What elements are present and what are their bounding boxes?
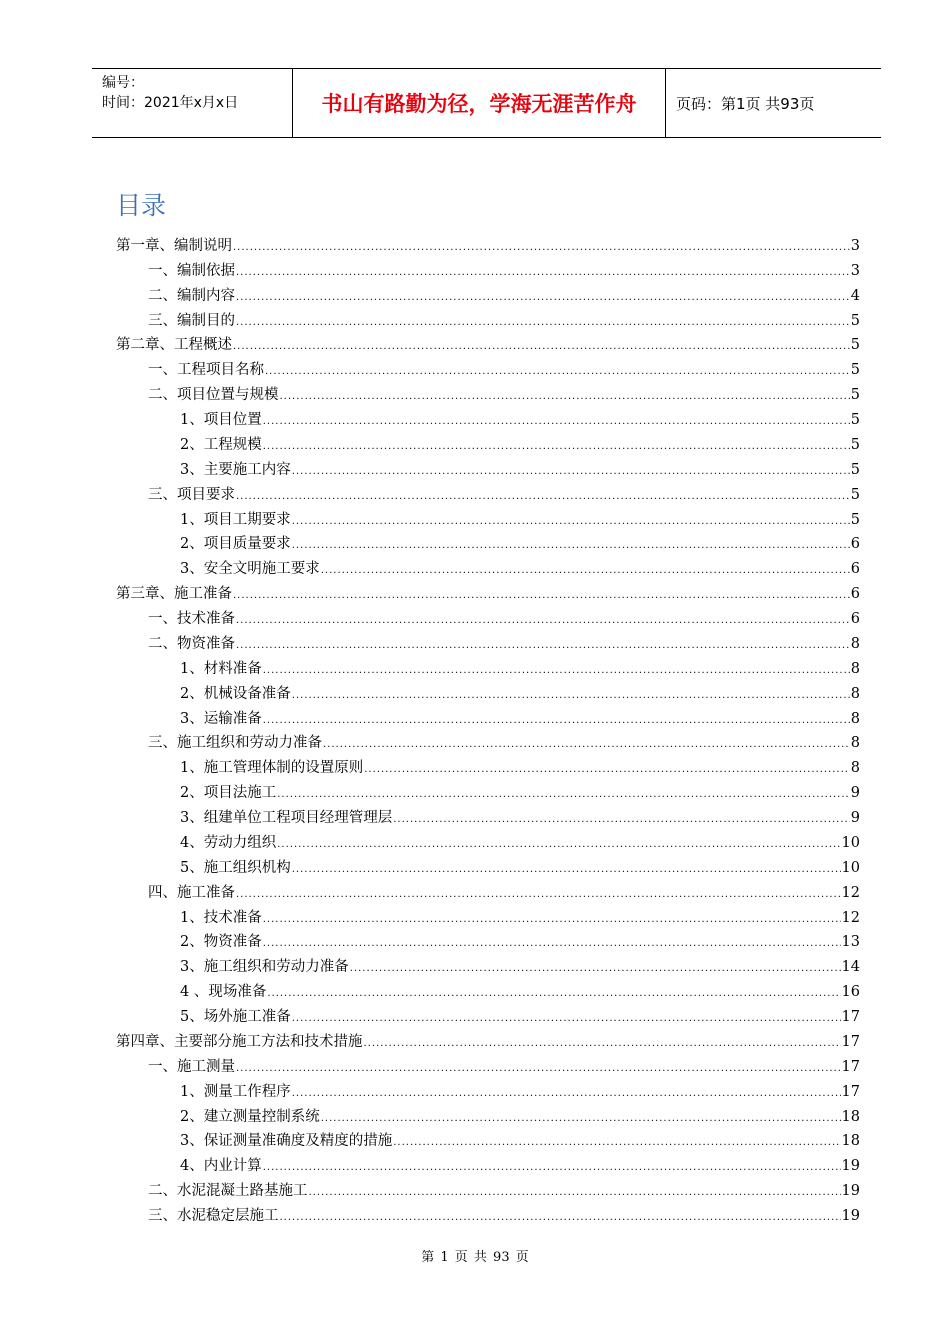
toc-entry-label: 1、项目工期要求: [180, 511, 291, 528]
toc-dot-leader: [292, 1012, 841, 1026]
toc-entry-page: 9: [850, 810, 860, 826]
toc-entry-label: 1、项目位置: [180, 412, 262, 428]
toc-entry-label: 第三章、施工准备: [116, 586, 232, 603]
toc-dot-leader: [263, 440, 850, 454]
toc-entry[interactable]: [116, 976, 860, 1001]
toc-dot-leader: [236, 639, 850, 653]
toc-entry[interactable]: [116, 951, 860, 976]
toc-entry[interactable]: [116, 703, 860, 728]
toc-entry[interactable]: [116, 777, 860, 802]
toc-entry-label: 3、安全文明施工要求: [180, 561, 320, 578]
toc-dot-leader: [280, 1211, 841, 1225]
toc-dot-leader: [323, 738, 850, 752]
toc-entry[interactable]: [116, 1175, 860, 1200]
toc-entry[interactable]: [116, 802, 860, 827]
header-page-label: 页码：第1页 共93页: [676, 94, 815, 113]
toc-entry-label: 2、项目法施工: [180, 785, 277, 802]
toc-entry-page: 8: [850, 685, 860, 702]
toc-entry[interactable]: [116, 255, 860, 280]
toc-entry-label: 2、物资准备: [180, 934, 262, 951]
toc-entry-page: 5: [850, 436, 860, 453]
toc-entry[interactable]: [116, 553, 860, 578]
toc-entry-page: 3: [850, 262, 860, 279]
toc-entry-page: 3: [850, 237, 860, 254]
toc-entry-page: 6: [850, 536, 860, 553]
toc-dot-leader: [277, 788, 850, 802]
toc-dot-leader: [263, 937, 841, 951]
toc-dot-leader: [233, 589, 850, 603]
toc-entry-label: 3、运输准备: [180, 710, 262, 727]
toc-entry[interactable]: [116, 354, 860, 379]
toc-dot-leader: [263, 664, 850, 678]
toc-entry-page: 6: [850, 561, 860, 578]
toc-entry-page: 6: [850, 611, 860, 627]
toc-entry-label: 3、保证测量准确度及精度的措施: [180, 1133, 393, 1150]
toc-entry-label: 二、物资准备: [148, 635, 235, 652]
toc-entry-label: 一、施工测量: [148, 1058, 235, 1075]
toc-entry[interactable]: [116, 1001, 860, 1026]
toc-entry[interactable]: [116, 752, 860, 777]
toc-entry[interactable]: [116, 927, 860, 952]
toc-dot-leader: [292, 689, 850, 703]
toc-entry-page: 5: [850, 461, 860, 478]
toc-entry[interactable]: [116, 429, 860, 454]
toc-entry-label: 3、组建单位工程项目经理管理层: [180, 810, 393, 826]
toc-dot-leader: [236, 316, 850, 330]
toc-entry[interactable]: [116, 1051, 860, 1076]
toc-entry-page: 5: [850, 412, 860, 428]
toc-entry[interactable]: [116, 280, 860, 305]
toc-dot-leader: [236, 888, 841, 902]
toc-entry-page: 6: [850, 586, 860, 603]
toc-entry-page: 13: [841, 934, 860, 951]
toc-entry[interactable]: [116, 230, 860, 255]
toc-entry-page: 8: [850, 760, 860, 777]
toc-entry-page: 10: [841, 859, 860, 876]
toc-entry[interactable]: [116, 877, 860, 902]
toc-dot-leader: [292, 515, 850, 529]
toc-entry-page: 19: [841, 1158, 860, 1175]
toc-entry[interactable]: [116, 529, 860, 554]
toc-entry[interactable]: [116, 479, 860, 504]
toc-entry-label: 三、水泥稳定层施工: [148, 1208, 279, 1224]
header-divider: [665, 69, 666, 137]
toc-entry-label: 1、施工管理体制的设置原则: [180, 760, 364, 777]
toc-dot-leader: [263, 1161, 841, 1175]
toc-entry[interactable]: [116, 379, 860, 404]
toc-entry-label: 3、施工组织和劳动力准备: [180, 959, 349, 976]
toc-entry-label: 第一章、编制说明: [116, 237, 232, 254]
toc-entry-page: 8: [850, 660, 860, 677]
page-header: [92, 68, 881, 138]
toc-dot-leader: [263, 714, 850, 728]
toc-entry-page: 8: [850, 735, 860, 752]
toc-entry-page: 10: [841, 834, 860, 851]
toc-entry-label: 4 、现场准备: [180, 984, 267, 1001]
toc-entry-page: 9: [850, 785, 860, 802]
toc-title: 目录: [116, 191, 167, 220]
toc-entry-label: 一、编制依据: [148, 262, 235, 279]
toc-dot-leader: [277, 838, 840, 852]
toc-entry-label: 2、建立测量控制系统: [180, 1108, 320, 1125]
toc-entry-label: 5、场外施工准备: [180, 1009, 291, 1025]
toc-entry-label: 4、劳动力组织: [180, 834, 277, 851]
toc-dot-leader: [236, 266, 850, 280]
toc-entry[interactable]: [116, 827, 860, 852]
header-date-label: 时间：2021年x月x日: [102, 95, 239, 111]
toc-dot-leader: [263, 913, 841, 927]
toc-entry-page: 5: [850, 486, 860, 503]
toc-entry-label: 1、材料准备: [180, 660, 262, 677]
toc-entry[interactable]: [116, 728, 860, 753]
toc-entry-label: 第四章、主要部分施工方法和技术措施: [116, 1033, 363, 1050]
toc-dot-leader: [364, 763, 850, 777]
toc-entry-page: 18: [841, 1133, 860, 1150]
toc-entry-label: 二、编制内容: [148, 287, 235, 304]
toc-entry-page: 12: [841, 909, 860, 926]
toc-entry-label: 一、工程项目名称: [148, 362, 264, 379]
header-meta: [102, 73, 238, 113]
toc-entry[interactable]: [116, 504, 860, 529]
toc-entry-page: 5: [850, 511, 860, 528]
toc-dot-leader: [263, 415, 850, 429]
toc-dot-leader: [321, 564, 850, 578]
toc-entry[interactable]: [116, 330, 860, 355]
toc-entry[interactable]: [116, 1126, 860, 1151]
toc-entry-page: 8: [850, 710, 860, 727]
toc-entry-page: 5: [850, 337, 860, 354]
toc-dot-leader: [393, 1136, 840, 1150]
toc-dot-leader: [267, 987, 840, 1001]
toc-dot-leader: [292, 465, 850, 479]
toc-entry[interactable]: [116, 852, 860, 877]
toc-entry-page: 19: [841, 1183, 860, 1200]
header-number-label: 编号：: [102, 75, 144, 91]
toc-dot-leader: [292, 863, 841, 877]
toc-entry[interactable]: [116, 653, 860, 678]
toc-entry[interactable]: [116, 1101, 860, 1126]
toc-entry-page: 19: [841, 1208, 860, 1224]
toc-dot-leader: [393, 813, 850, 827]
toc-entry[interactable]: [116, 454, 860, 479]
header-motto: 书山有路勤为径，学海无涯苦作舟: [321, 92, 637, 116]
toc-entry-page: 17: [841, 1009, 860, 1025]
toc-entry[interactable]: [116, 578, 860, 603]
toc-entry-page: 12: [841, 884, 860, 901]
toc-entry-page: 17: [841, 1083, 860, 1100]
toc-dot-leader: [233, 241, 850, 255]
toc-entry-page: 5: [850, 312, 860, 329]
toc-entry-label: 三、施工组织和劳动力准备: [148, 735, 322, 752]
toc-entry-page: 5: [850, 387, 860, 404]
toc-entry[interactable]: [116, 628, 860, 653]
toc-dot-leader: [309, 1186, 841, 1200]
toc-dot-leader: [236, 614, 850, 628]
toc-entry-label: 2、工程规模: [180, 436, 262, 453]
toc-entry[interactable]: [116, 404, 860, 429]
toc-entry[interactable]: [116, 305, 860, 330]
toc-entry-label: 3、主要施工内容: [180, 461, 291, 478]
toc-entry-page: 5: [850, 362, 860, 379]
toc-entry[interactable]: [116, 678, 860, 703]
toc-entry[interactable]: [116, 902, 860, 927]
toc-entry-label: 第二章、工程概述: [116, 337, 232, 354]
toc-dot-leader: [265, 365, 850, 379]
toc-entry-label: 1、技术准备: [180, 909, 262, 926]
toc-entry-label: 1、测量工作程序: [180, 1083, 291, 1100]
toc-entry[interactable]: [116, 1026, 860, 1051]
toc-dot-leader: [292, 539, 850, 553]
toc-entry-page: 16: [841, 984, 860, 1001]
toc-entry-label: 4、内业计算: [180, 1158, 262, 1175]
toc-entry[interactable]: [116, 1200, 860, 1225]
table-of-contents: [116, 230, 860, 1225]
toc-dot-leader: [233, 340, 850, 354]
toc-entry-page: 8: [850, 635, 860, 652]
toc-entry-label: 二、项目位置与规模: [148, 387, 279, 404]
toc-entry-label: 2、项目质量要求: [180, 536, 291, 553]
toc-dot-leader: [364, 1037, 841, 1051]
toc-entry[interactable]: [116, 603, 860, 628]
toc-dot-leader: [292, 1087, 841, 1101]
toc-entry-page: 18: [841, 1108, 860, 1125]
toc-entry-label: 二、水泥混凝土路基施工: [148, 1183, 308, 1200]
toc-entry-label: 5、施工组织机构: [180, 859, 291, 876]
toc-entry-label: 三、项目要求: [148, 486, 235, 503]
toc-entry-label: 一、技术准备: [148, 611, 235, 627]
toc-dot-leader: [236, 1062, 841, 1076]
toc-entry-label: 2、机械设备准备: [180, 685, 291, 702]
toc-entry-page: 17: [841, 1058, 860, 1075]
toc-dot-leader: [280, 390, 850, 404]
toc-entry[interactable]: [116, 1150, 860, 1175]
toc-dot-leader: [350, 962, 841, 976]
toc-entry-page: 4: [850, 287, 860, 304]
toc-dot-leader: [321, 1112, 841, 1126]
toc-entry-label: 三、编制目的: [148, 312, 235, 329]
toc-entry-label: 四、施工准备: [148, 884, 235, 901]
toc-entry-page: 17: [841, 1033, 860, 1050]
toc-entry[interactable]: [116, 1076, 860, 1101]
toc-dot-leader: [236, 490, 850, 504]
toc-dot-leader: [236, 291, 850, 305]
page-footer: 第 1 页 共 93 页: [421, 1250, 529, 1265]
toc-entry-page: 14: [841, 959, 860, 976]
